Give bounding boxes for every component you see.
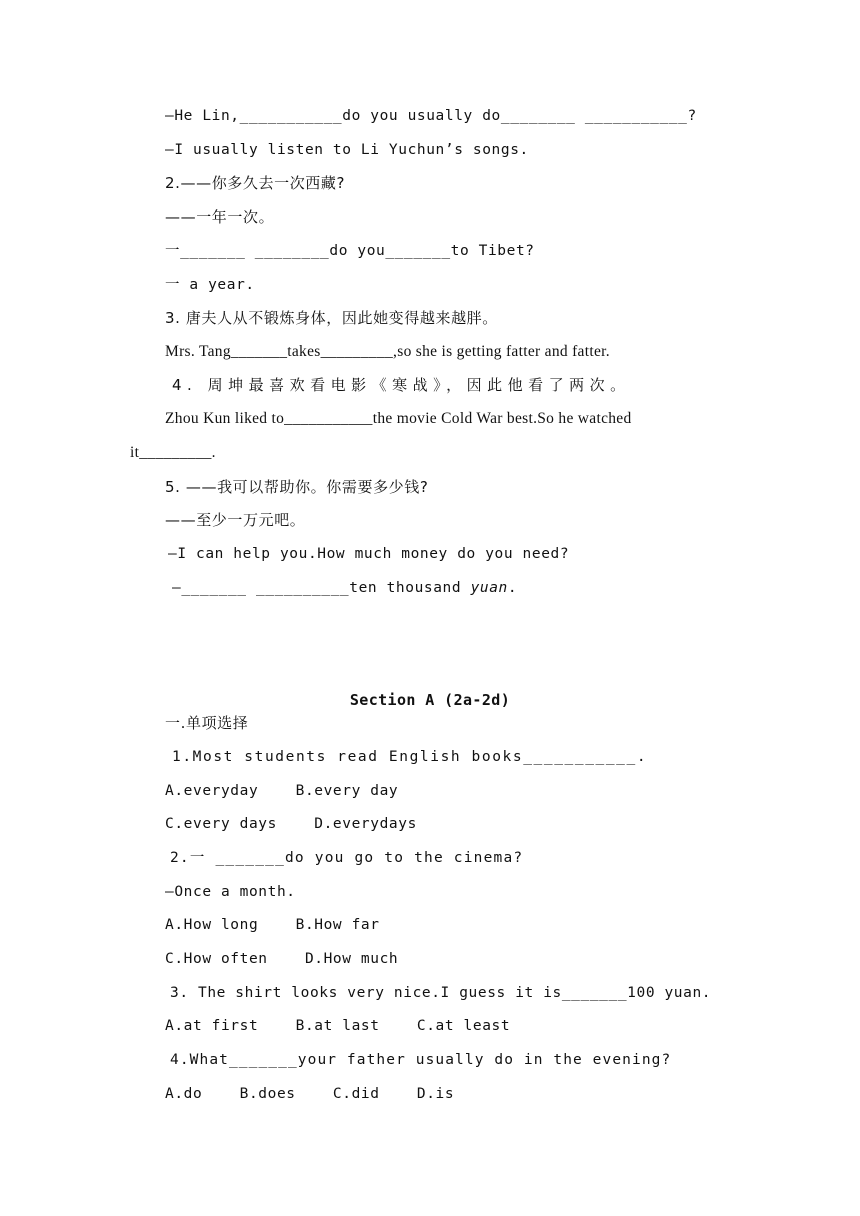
q2-english-answer: 一 a year. (165, 277, 255, 293)
q5-chinese-answer: ——至少一万元吧。 (165, 511, 306, 529)
q2-chinese-answer: ——一年一次。 (165, 208, 275, 226)
q1-english-answer: —I usually listen to Li Yuchun’s songs. (165, 142, 529, 158)
mc-q1-options-ab: A.everyday B.every day (165, 783, 399, 799)
q5-english-question: —I can help you.How much money do you need? (168, 546, 570, 562)
q4-english-line-1: Zhou Kun liked to___________the movie Cold War best.So he watched (165, 410, 632, 427)
mc-q1-options-cd: C.every days D.everydays (165, 816, 417, 832)
q1-english-question: —He Lin,___________do you usually do________ ___________? (165, 108, 697, 124)
q5-english-answer-prefix: —_______ __________ten thousand (172, 580, 471, 596)
q3-chinese-sentence: 3. 唐夫人从不锻炼身体，因此她变得越来越胖。 (165, 309, 498, 327)
mc-q3-stem: 3. The shirt looks very nice.I guess it is_______100 yuan. (170, 985, 712, 1001)
mc-q3-options: A.at first B.at last C.at least (165, 1018, 511, 1034)
q5-chinese-question: 5. ——我可以帮助你。你需要多少钱? (165, 478, 429, 496)
q5-english-answer-italic: yuan (470, 580, 508, 596)
section-heading: 一.单项选择 (165, 714, 249, 732)
section-title: Section A (2a-2d) (349, 691, 511, 709)
q4-chinese-sentence: 4. 周坤最喜欢看电影《寒战》，因此他看了两次。 (172, 376, 631, 394)
q4-english-line-2: it_________. (130, 444, 216, 461)
mc-q2-answer: —Once a month. (165, 884, 296, 900)
mc-q2-stem: 2.一 _______do you go to the cinema? (170, 850, 524, 866)
q2-chinese-question: 2.——你多久去一次西藏? (165, 174, 346, 192)
q5-english-answer (172, 578, 517, 598)
q2-english-question: 一_______ ________do you_______to Tibet? (165, 243, 535, 259)
mc-q4-stem: 4.What_______your father usually do in the evening? (170, 1052, 672, 1068)
mc-q2-options-cd: C.How often D.How much (165, 951, 399, 967)
mc-q2-options-ab: A.How long B.How far (165, 917, 380, 933)
q5-english-answer-suffix: . (507, 580, 518, 596)
q3-english-sentence: Mrs. Tang_______takes_________,so she is getting fatter and fatter. (165, 343, 610, 360)
mc-q1-stem: 1.Most students read English books___________. (172, 749, 648, 765)
mc-q4-options: A.do B.does C.did D.is (165, 1086, 455, 1102)
